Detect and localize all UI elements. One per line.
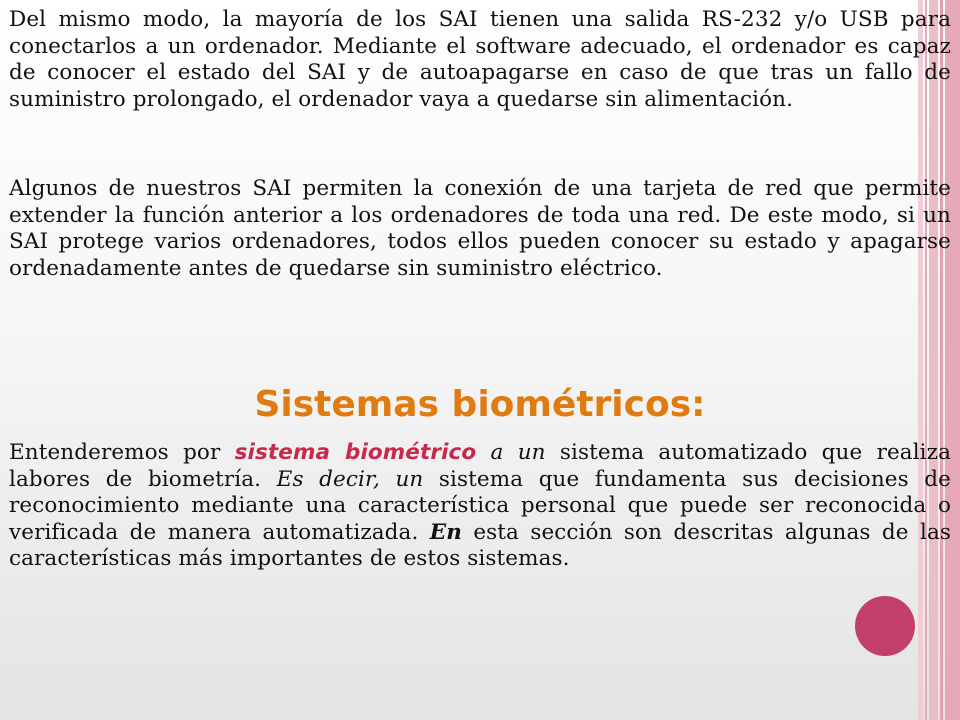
text-span: sistema automatizado que realiza labores de biometría. <box>9 440 951 492</box>
highlighted-term: sistema biométrico <box>234 440 477 465</box>
text-span: Entenderemos por <box>9 440 235 465</box>
text-span: esta sección son descritas algunas de las características más importantes de estos sistemas. <box>9 519 951 571</box>
paragraph-biometric <box>9 440 951 573</box>
decorative-circle <box>855 596 915 656</box>
italic-text: En <box>429 519 462 545</box>
paragraph-sai-output: Del mismo modo, la mayoría de los SAI tienen una salida RS-232 y/o USB para conectarlos a un ordenador. Mediante el software adecuado, el ordenador es capaz de conocer el estado del SAI y de autoapagarse en caso de que tras un fallo de suministro prolongado, el ordenador vaya a quedarse sin alimentación. <box>9 7 951 112</box>
section-heading: Sistemas biométricos: <box>254 384 706 425</box>
text-span <box>476 440 490 465</box>
paragraph-network-card: Algunos de nuestros SAI permiten la conexión de una tarjeta de red que permite extender la función anterior a los ordenadores de toda una red. De este modo, si un SAI protege varios ordenadores, todos ellos pueden conocer su estado y apagarse ordenadamente antes de quedarse sin suministro eléctrico. <box>9 176 951 281</box>
text-span: sistema que fundamenta sus decisiones de reconocimiento mediante una característica personal que puede ser reconocida o verificada de manera automatizada. <box>9 466 951 545</box>
italic-text: Es decir, un <box>276 466 424 492</box>
italic-text: a un <box>490 440 546 465</box>
